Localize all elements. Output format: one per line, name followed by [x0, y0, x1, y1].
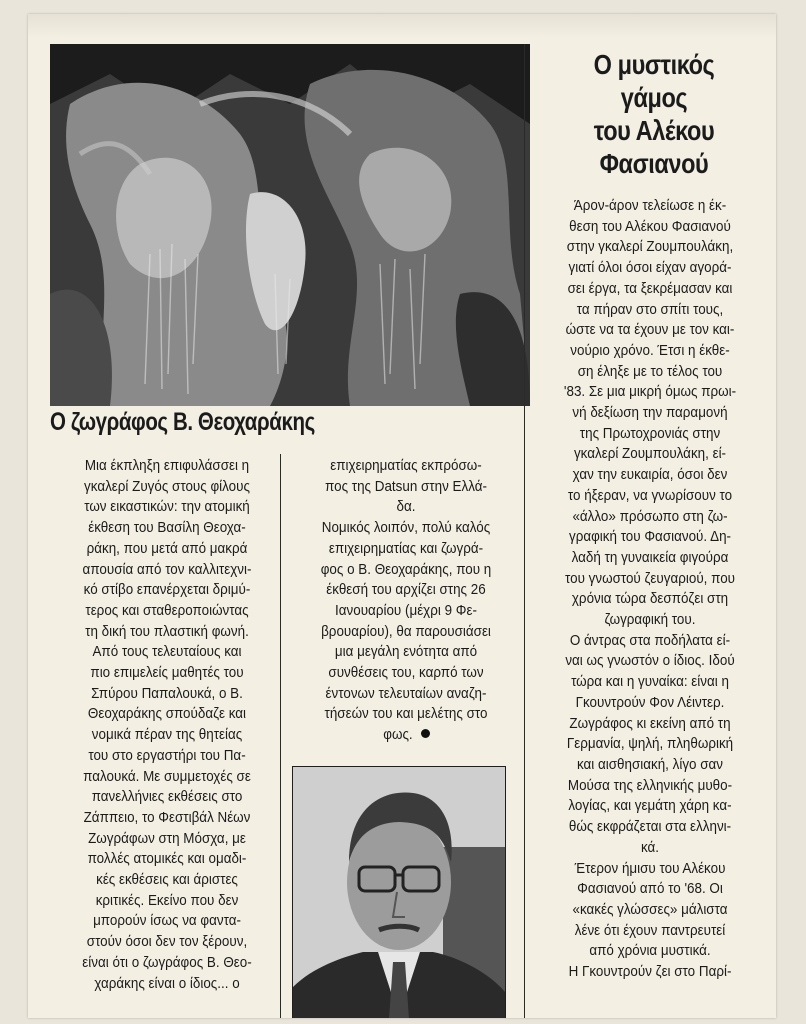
text-line: ζωγραφική του. [604, 612, 696, 629]
text-line: ράκη, που μετά από μακρά [86, 540, 248, 557]
text-line: Γερμανία, ψηλή, πληθωρική [566, 736, 734, 753]
text-line: κριτικές. Εκείνο που δεν [95, 892, 239, 909]
text-line: Ζωγράφων στη Μόσχα, με [88, 830, 246, 847]
text-line: τήσεών του και μελέτης στο [324, 706, 488, 723]
text-line: και αισθησιακή, λίγο σαν [576, 756, 724, 773]
text-line: τώρα και η γυναίκα: είναι η [571, 674, 729, 691]
headline-theocharakis: Ο ζωγράφος Β. Θεοχαράκης [50, 408, 315, 436]
text-line: Ο άντρας στα ποδήλατα εί- [569, 632, 731, 649]
text-line: πανελλήνιες εκθέσεις στο [91, 789, 243, 806]
text-line: νούριο χρόνο. Έτσι η έκθε- [570, 342, 730, 359]
text-line: γραφική του Φασιανού. Δη- [568, 529, 732, 546]
text-line: δα. [396, 499, 416, 516]
column-divider-left [280, 454, 281, 1018]
text-line: Η Γκουντρούν ζει στο Παρί- [568, 964, 732, 981]
portrait-photo [292, 766, 506, 1018]
text-line: τη δική του πλαστική φωνή. [85, 623, 249, 640]
headline-line-2: γάμος [620, 82, 688, 113]
text-line: '83. Σε μια μικρή όμως πρωι- [563, 384, 737, 401]
text-line: Γκουντρούν Φον Λέιντερ. [575, 694, 725, 711]
text-line: το ήξεραν, να γνωρίσουν το [567, 487, 733, 504]
newspaper-clipping [28, 14, 776, 1018]
text-line: ώστε να τα έχουν με τον και- [565, 322, 735, 339]
column-b [292, 456, 520, 746]
text-line: «κακές γλώσσες» μάλιστα [572, 901, 728, 918]
text-line: τα πήραν στο σπίτι τους, [576, 301, 724, 318]
column-a [48, 456, 286, 994]
text-line: συνθέσεις του, καρπό των [328, 665, 484, 682]
text-line: Μούσα της ελληνικής μυθο- [567, 777, 733, 794]
text-line: Έτερον ήμισυ του Αλέκου [574, 860, 726, 877]
text-line: λαδή τη γυναικεία φιγούρα [571, 549, 729, 566]
text-line: στην γκαλερί Ζουμπουλάκη, [566, 239, 734, 256]
text-line: τερος και σταθεροποιώντας [85, 602, 249, 619]
text-line: της Πρωτοχρονιάς στην [579, 425, 721, 442]
text-line: επιχειρηματίας και ζωγρά- [328, 540, 484, 557]
headline-line-3: του Αλέκου [593, 115, 715, 146]
end-bullet-icon [421, 729, 430, 738]
text-line: ση έληξε με το τέλος του [577, 363, 723, 380]
text-line: έκθεση του Βασίλη Θεοχα- [88, 520, 246, 537]
text-line: φος ο Β. Θεοχαράκης, που η [320, 561, 492, 578]
text-line: γκαλερί Ζυγός στους φίλους [84, 478, 250, 495]
text-line: μια μεγάλη ενότητα από [334, 644, 478, 661]
text-line: κά. [640, 839, 660, 856]
text-line: Ζωγράφος κι εκείνη από τη [569, 715, 731, 732]
column-c [532, 196, 768, 983]
text-line: νομικά πέραν της θητείας [91, 727, 243, 744]
text-line: νή δεξίωση την παραμονή [572, 405, 728, 422]
text-line: επιχειρηματίας εκπρόσω- [330, 458, 482, 474]
faded-header-strip [28, 14, 776, 38]
text-line: Μια έκπληξη επιφυλάσσει η [84, 458, 250, 474]
text-line: «άλλο» πρόσωπο στη ζω- [572, 508, 728, 525]
text-line: βρουαρίου), θα παρουσιάσει [321, 623, 491, 640]
text-line: Νομικός λοιπόν, πολύ καλός [321, 520, 491, 537]
text-line: χαράκης είναι ο ίδιος... ο [94, 975, 240, 992]
headline-line-1: Ο μυστικός [593, 49, 715, 80]
text-line: στούν όσοι δεν τον ξέρουν, [86, 934, 248, 951]
text-line: γιατί όλοι όσοι είχαν αγορά- [568, 260, 732, 277]
text-line: λένε ότι έχουν παντρευτεί [574, 922, 726, 939]
text-line: Θεοχαράκης σπούδαζε και [87, 706, 247, 723]
text-line: χρόνια τώρα δεσπόζει στη [571, 591, 729, 608]
text-line: λογίας, και γεμάτη χάρη κα- [568, 798, 732, 815]
headline-fasianos [538, 48, 770, 180]
text-line: από χρόνια μυστικά. [589, 943, 711, 960]
text-line: Σπύρου Παπαλουκά, ο Β. [91, 685, 243, 702]
text-line: κό στίβο επανέρχεται δριμύ- [83, 582, 251, 599]
text-line: Ζάππειο, το Φεστιβάλ Νέων [83, 809, 251, 826]
text-line: των εικαστικών: την ατομική [84, 499, 250, 516]
text-line: του γνωστού ζευγαριού, που [565, 570, 735, 587]
text-line: πος της Datsun στην Ελλά- [325, 478, 487, 495]
text-line: χαν την ευκαιρία, όσοι δεν [572, 467, 728, 484]
text-line: παλουκά. Με συμμετοχές σε [83, 768, 251, 785]
text-line: κές εκθέσεις και άριστες [96, 872, 238, 889]
text-line: του στο εργαστήρι του Πα- [88, 747, 246, 764]
text-line: θεση του Αλέκου Φασιανού [569, 218, 731, 235]
text-line: έντονων τελευταίων αναζη- [325, 685, 487, 702]
headline-line-4: Φασιανού [599, 148, 709, 179]
column-divider-right [524, 44, 525, 1018]
text-line: μπορούν ίσως να φαντα- [93, 913, 241, 930]
text-line: φως. [382, 727, 413, 744]
text-line: θώς εκφράζεται στα ελληνι- [568, 819, 732, 836]
text-line: απουσία από τον καλλιτεχνι- [82, 561, 252, 578]
text-line: Από τους τελευταίους και [92, 644, 242, 661]
text-line: είναι ότι ο ζωγράφος Β. Θεο- [82, 954, 252, 971]
text-line: σει έργα, τα ξεκρέμασαν και [567, 280, 733, 297]
painting-image [50, 44, 530, 406]
text-line: Άρον-άρον τελείωσε η έκ- [573, 198, 727, 214]
text-line: Ιανουαρίου (μέχρι 9 Φε- [335, 602, 477, 619]
text-line: ναι ως γνωστόν ο ίδιος. Ιδού [565, 653, 735, 670]
text-line: έκθεσή του αρχίζει στης 26 [326, 582, 486, 599]
text-line: γκαλερί Ζουμπουλάκη, εί- [573, 446, 727, 463]
text-line: πολλές ατομικές και ομαδι- [87, 851, 247, 868]
text-line: Φασιανού από το '68. Οι [577, 881, 723, 898]
text-line: πιο επιμελείς μαθητές του [90, 665, 244, 682]
